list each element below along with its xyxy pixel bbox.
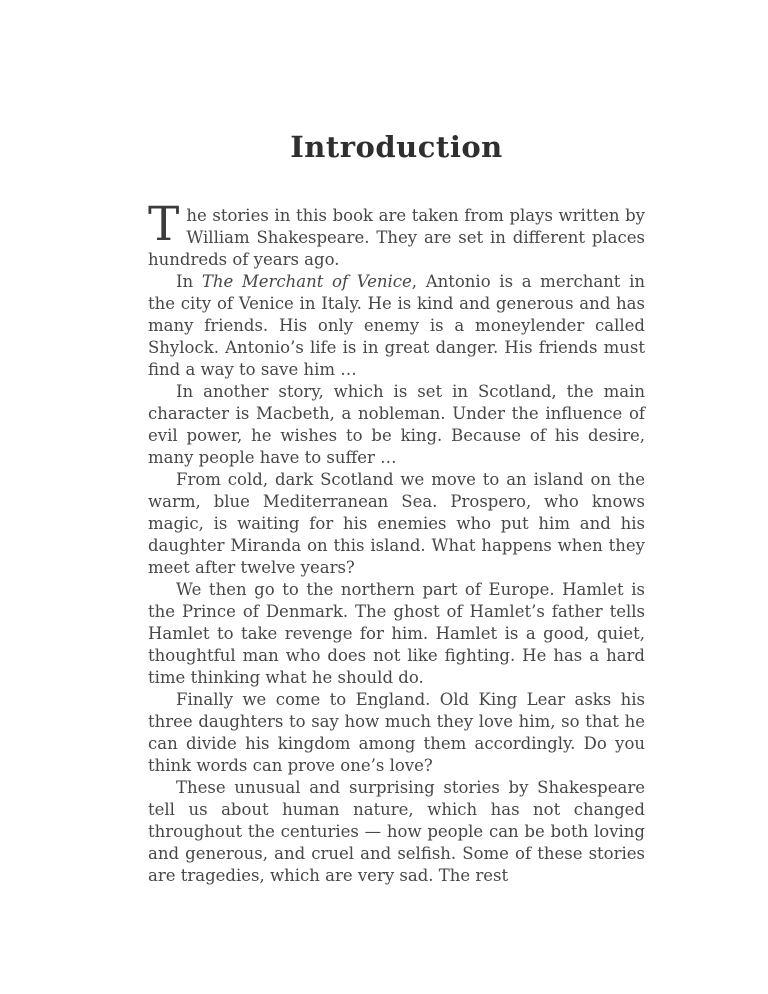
paragraph-text: In [176, 272, 202, 291]
book-title-italic: The Merchant of Venice [201, 272, 412, 291]
paragraph-merchant-of-venice [148, 271, 645, 381]
paragraph-macbeth: In another story, which is set in Scotland, the main character is Macbeth, a nobleman. Under the influence of evil power, he wishes to be king. Because of his desire, many people have to suffer … [148, 382, 645, 467]
paragraph-tempest: From cold, dark Scotland we move to an island on the warm, blue Mediterranean Sea. Prospero, who knows magic, is waiting for his enemies who put him and his daughter Miranda on this island. What happens when they meet after twelve years? [148, 470, 645, 577]
page-body [148, 197, 645, 887]
text-block [148, 130, 645, 887]
paragraph-text: he stories in this book are taken from plays written by William Shakespeare. They are set in different places hundreds of years ago. [148, 206, 645, 269]
paragraph-hamlet: We then go to the northern part of Europe. Hamlet is the Prince of Denmark. The ghost of Hamlet’s father tells Hamlet to take revenge for him. Hamlet is a good, quiet, thoughtful man who does not like fighting. He has a hard time thinking what he should do. [148, 580, 645, 687]
paragraph-text: , Antonio is a merchant in the city of Venice in Italy. He is kind and generous and has many friends. His only enemy is a moneylender called Shylock. Antonio’s life is in great danger. His friends must find a way to save him … [148, 272, 645, 379]
paragraph-king-lear: Finally we come to England. Old King Lear asks his three daughters to say how much they love him, so that he can divide his kingdom among them accordingly. Do you think words can prove one’s love? [148, 690, 645, 775]
drop-cap: T [148, 197, 180, 252]
paragraph-opening [148, 197, 645, 271]
page-title: Introduction [290, 130, 503, 164]
paragraph-closing: These unusual and surprising stories by Shakespeare tell us about human nature, which has not changed throughout the centuries — how people can be both loving and generous, and cruel and selfish. Some of these stories are tragedies, which are very sad. The rest [148, 778, 645, 885]
